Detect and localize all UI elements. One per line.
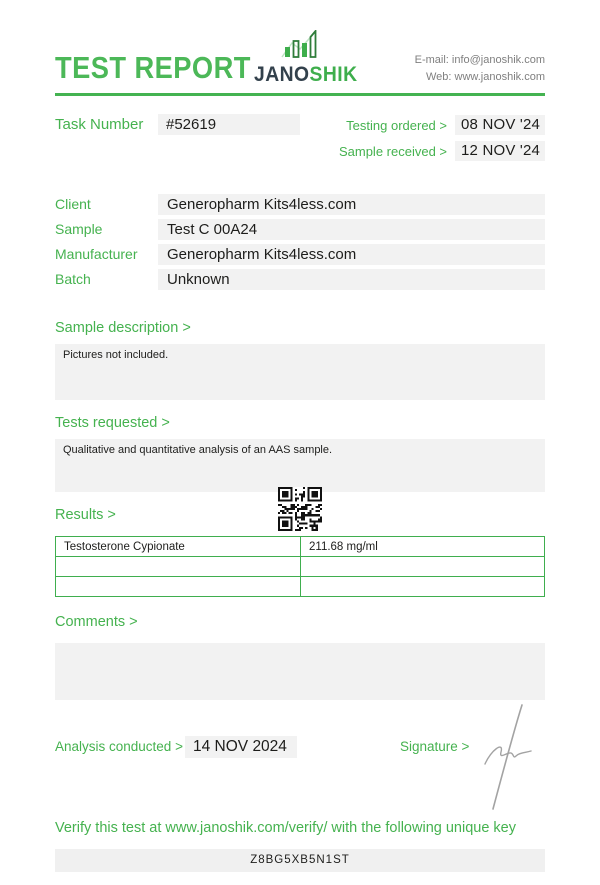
sample-label: Sample <box>55 221 103 237</box>
contact-block <box>415 52 545 85</box>
results-table <box>55 536 545 597</box>
sample-received-date: 12 NOV '24 <box>455 141 545 161</box>
manufacturer-value: Generopharm Kits4less.com <box>158 244 545 265</box>
result-concentration <box>301 577 545 597</box>
verify-instruction: Verify this test at www.janoshik.com/verify/ with the following unique key <box>55 820 516 836</box>
header-divider <box>55 93 545 96</box>
janoshik-logo <box>250 30 358 87</box>
comments-heading: Comments > <box>55 614 138 630</box>
sample-description-box: Pictures not included. <box>55 344 545 400</box>
results-heading: Results > <box>55 507 116 523</box>
web-line[interactable]: Web: www.janoshik.com <box>425 70 545 83</box>
signature-image <box>477 702 535 815</box>
client-label: Client <box>55 196 91 212</box>
result-substance <box>56 557 301 577</box>
batch-value: Unknown <box>158 269 545 290</box>
client-value: Generopharm Kits4less.com <box>158 194 545 215</box>
sample-received-label: Sample received > <box>338 143 447 159</box>
task-number-value: #52619 <box>158 114 300 135</box>
table-row <box>56 537 545 557</box>
info-row-batch <box>55 269 545 290</box>
sample-value: Test C 00A24 <box>158 219 545 240</box>
testing-ordered-label: Testing ordered > <box>346 117 447 133</box>
batch-label: Batch <box>55 271 91 287</box>
email-line[interactable]: E-mail: info@janoshik.com <box>414 54 545 66</box>
tests-requested-box: Qualitative and quantitative analysis of an AAS sample. <box>55 439 545 492</box>
analysis-date: 14 NOV 2024 <box>185 736 297 758</box>
logo-wordmark: JANOSHIK <box>254 63 358 86</box>
table-row <box>56 557 545 577</box>
manufacturer-label: Manufacturer <box>55 246 138 262</box>
testing-ordered-date: 08 NOV '24 <box>455 115 545 135</box>
comments-box <box>55 643 545 700</box>
result-substance: Testosterone Cypionate <box>56 537 301 557</box>
result-concentration <box>301 557 545 577</box>
qr-code <box>278 487 322 531</box>
info-row-manufacturer <box>55 244 545 265</box>
info-row-client <box>55 194 545 215</box>
table-row <box>56 577 545 597</box>
growth-chart-icon <box>278 45 322 62</box>
result-concentration: 211.68 mg/ml <box>301 537 545 557</box>
analysis-conducted-label: Analysis conducted > <box>55 739 183 754</box>
tests-requested-heading: Tests requested > <box>55 415 170 431</box>
signature-label: Signature > <box>400 739 470 754</box>
verify-key: Z8BG5XB5N1ST <box>55 849 545 872</box>
page-title: TEST REPORT <box>55 50 251 85</box>
task-number-label: Task Number <box>55 116 144 133</box>
sample-received-row <box>339 141 545 161</box>
sample-description-heading: Sample description > <box>55 320 191 336</box>
info-row-sample <box>55 219 545 240</box>
testing-ordered-row <box>346 115 545 135</box>
result-substance <box>56 577 301 597</box>
